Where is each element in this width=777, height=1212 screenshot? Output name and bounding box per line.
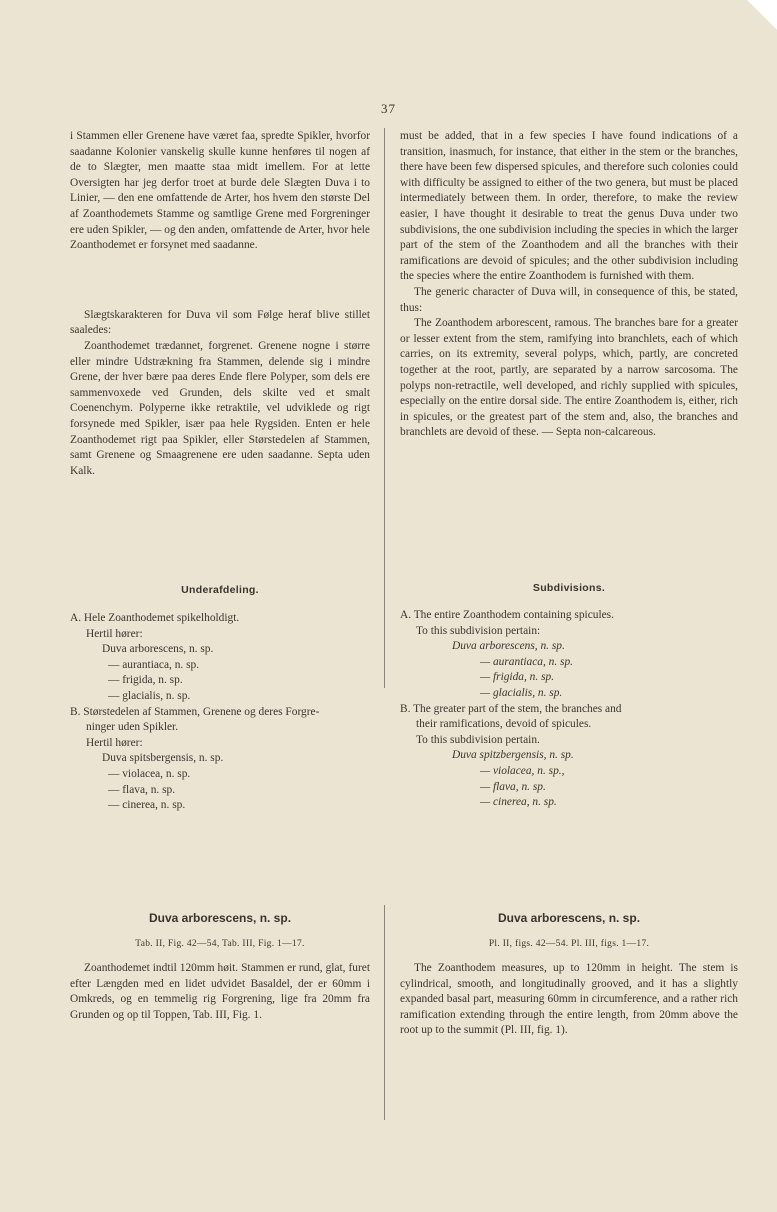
sub-b-line: B. Størstedelen af Stammen, Grenene og deres Forgre- — [70, 705, 320, 718]
left-column — [70, 129, 370, 479]
sub-b-belongs: Hertil hører: — [86, 736, 143, 749]
left-para-1: i Stammen eller Grenene have været faa, spredte Spikler, hvorfor saadanne Kolonier vanskelig skulle kunne henføres til nogen af de to Slægter, men maatte staa midt imellem. For at lette Oversigten har jeg derfor troet at burde dele Slægten Duva i to Linier, — den ene omfattende de Arter, hos hvem den største Del af Zoanthodemets Stamme og samtlige Grene med Forgreninger ere uden Spikler, — og den anden, omfattende de Arter, hvor hele Zoanthodemet er forsynet med saadanne. — [70, 130, 370, 252]
sub-b-line: B. The greater part of the stem, the branches and — [400, 702, 622, 715]
left-para-2: Slægtskarakteren for Duva vil som Følge heraf blive stillet saaledes: — [70, 308, 370, 337]
sub-a-line: A. Hele Zoanthodemet spikelholdigt. — [70, 612, 240, 624]
species-item: Duva arborescens, n. sp. — [102, 643, 214, 656]
sub-b-belongs: To this subdivision pertain. — [416, 733, 540, 746]
page-corner — [747, 0, 777, 30]
right-para-1: must be added, that in a few species I have found indications of a transition, inasmuch, for instance, that either in the stem or the branches, there have been few dispersed spicules, and therefore such colonies could with difficulty be assigned to either of the two genera, but must be placed intermediately between them. In order, therefore, to make the review easier, I have thought it desirable to treat the genus Duva under two subdivisions, the one subdivision including the species in which the larger part of the stem of the Zoanthodem and all the branches with their ramifications are devoid of spicules; and the other subdivision including the species where the entire Zoanthodem is furnished with them. — [400, 130, 738, 283]
sub-b-line-cont: ninger uden Spikler. — [86, 721, 179, 734]
subdivision-heading-right: Subdivisions. — [532, 582, 606, 594]
subdivision-list-right — [400, 608, 740, 811]
species-para-right: The Zoanthodem measures, up to 120mm in height. The stem is cylindrical, smooth, and longitudinally grooved, and it has a slightly expanded basal part, measuring 60mm in circumference, and a rather rich ramification extending through the entire length, from 20mm above the root up to the summit (Pl. III, fig. 1). — [400, 962, 738, 1037]
species-item: — flava, n. sp. — [108, 783, 176, 796]
species-item: — cinerea, n. sp. — [480, 796, 557, 809]
sub-a-belongs: To this subdivision pertain: — [416, 624, 541, 637]
species-item: — flava, n. sp. — [480, 780, 546, 793]
page-number: 37 — [381, 101, 396, 116]
right-column — [400, 129, 738, 441]
species-item: — glacialis, n. sp. — [480, 686, 563, 699]
column-divider-lower — [384, 905, 385, 1120]
species-heading-left: Duva arborescens, n. sp. — [148, 911, 292, 925]
species-ref-right: Pl. II, figs. 42—54. Pl. III, figs. 1—17. — [488, 939, 650, 949]
species-para-left: Zoanthodemet indtil 120mm høit. Stammen er rund, glat, furet efter Længden med en lidet udvidet Basaldel, der er 60mm i Omkreds, og en temmelig rig Forgrening, lige fra 20mm fra Grunden og op til Toppen, Tab. III, Fig. 1. — [70, 962, 370, 1021]
species-item: — violacea, n. sp. — [108, 767, 191, 780]
sub-b-line-cont: their ramifications, devoid of spicules. — [416, 718, 592, 731]
right-para-3: The Zoanthodem arborescent, ramous. The branches bare for a greater or lesser extent from the stem, ramifying into branchlets, each of which carries, on its extremity, several polyps, which, partly, are concreted together at the root, partly, are separated by a narrow sarcosoma. The polyps non-retractile, well developed, and richly supplied with spicules, especially on the entire dorsal side. The entire Zoanthodem is, either, rich in spicules, or the greatest part of the stem and, also, the branches and branchlets are devoid of these. — Septa non-calcareous. — [400, 317, 738, 439]
sub-a-belongs: Hertil hører: — [86, 627, 143, 640]
species-item: Duva arborescens, n. sp. — [452, 640, 565, 653]
left-para-3: Zoanthodemet trædannet, forgrenet. Grenene nogne i større eller mindre Udstrækning fra Stammen, delende sig i mindre Grene, der hver bære paa deres Ende flere Polyper, som dels ere sammenvoxede ved Grunden, dels skilte ved et smalt Coenenchym. Polyperne ikke retraktile, vel udviklede og rigt forsynede med Spikler, især paa hele Rygsiden. Enten er hele Zoanthodemet rigt paa Spikler, eller Størstedelen af Stammen, samt Grenene og Smaagrenene ere uden saadanne. Septa uden Kalk. — [70, 339, 370, 477]
species-item: Duva spitzbergensis, n. sp. — [452, 749, 574, 762]
sub-a-line: A. The entire Zoanthodem containing spicules. — [400, 609, 614, 621]
column-divider — [384, 128, 385, 688]
species-item: — cinerea, n. sp. — [108, 799, 186, 812]
species-heading-right: Duva arborescens, n. sp. — [497, 911, 641, 925]
species-text-left — [70, 961, 370, 1023]
subdivision-heading-left: Underafdeling. — [181, 584, 259, 596]
species-item: — frigida, n. sp. — [108, 674, 183, 687]
subdivision-list-left — [70, 611, 380, 814]
species-item: Duva spitsbergensis, n. sp. — [102, 752, 224, 765]
species-item: — aurantiaca, n. sp. — [108, 658, 200, 671]
species-ref-left: Tab. II, Fig. 42—54, Tab. III, Fig. 1—17. — [135, 939, 305, 949]
right-para-2: The generic character of Duva will, in consequence of this, be stated, thus: — [400, 285, 738, 314]
species-item: — aurantiaca, n. sp. — [480, 655, 574, 668]
species-text-right — [400, 961, 738, 1039]
species-item: — frigida, n. sp. — [480, 671, 555, 684]
species-item: — glacialis, n. sp. — [108, 689, 191, 702]
species-item: — violacea, n. sp., — [480, 764, 565, 777]
